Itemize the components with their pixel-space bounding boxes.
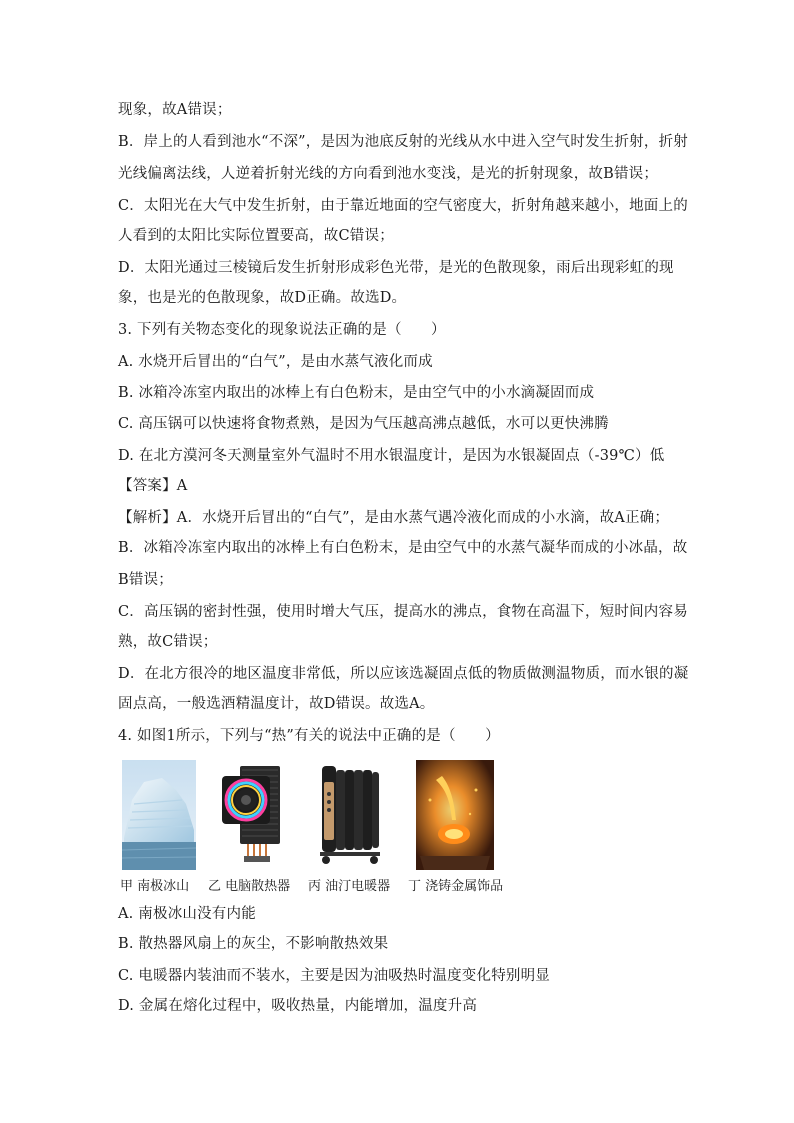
metal-casting-image [416,760,494,870]
answer-label: 【答案】A [118,478,188,494]
figure-caption-jia: 甲 南极冰山 [120,879,190,894]
question-4-stem: 4. 如图1所示，下列与“热”有关的说法中正确的是（ ） [118,728,500,744]
analysis-line: B错误； [118,572,173,588]
cpu-cooler-image [218,760,296,870]
text-line: 现象，故A错误； [118,102,232,118]
question-3-option-a: A. 水烧开后冒出的“白气”，是由水蒸气液化而成 [118,354,433,370]
text-line: 象，也是光的色散现象，故D正确。故选D。 [118,290,407,306]
question-3-option-b: B. 冰箱冷冻室内取出的冰棒上有白色粉末，是由空气中的小水滴凝固而成 [118,385,595,401]
analysis-line: C．高压锅的密封性强，使用时增大气压，提高水的沸点，食物在高温下，短时间内容易 [118,604,688,620]
question-4-option-a: A. 南极冰山没有内能 [118,906,256,922]
text-line: B．岸上的人看到池水“不深”，是因为池底反射的光线从水中进入空气时发生折射，折射 [118,134,688,150]
question-3-option-d: D. 在北方漠河冬天测量室外气温时不用水银温度计，是因为水银凝固点（-39℃）低 [118,448,665,464]
analysis-line: 固点高，一般选酒精温度计，故D错误。故选A。 [118,696,435,712]
oil-heater-image [318,760,382,870]
question-4-option-b: B. 散热器风扇上的灰尘，不影响散热效果 [118,936,389,952]
figure-caption-bing: 丙 油汀电暖器 [308,879,391,894]
text-line: 光线偏离法线，人逆着折射光线的方向看到池水变浅，是光的折射现象，故B错误； [118,166,659,182]
question-3-stem: 3. 下列有关物态变化的现象说法正确的是（ ） [118,322,446,338]
analysis-line: D．在北方很冷的地区温度非常低，所以应该选凝固点低的物质做测温物质，而水银的凝 [118,666,689,682]
analysis-line: 【解析】A．水烧开后冒出的“白气”，是由水蒸气遇冷液化而成的小水滴，故A正确； [118,510,670,526]
question-4-option-d: D. 金属在熔化过程中，吸收热量，内能增加，温度升高 [118,998,478,1014]
figure-caption-yi: 乙 电脑散热器 [208,879,291,894]
question-3-option-c: C. 高压锅可以快速将食物煮熟，是因为气压越高沸点越低，水可以更快沸腾 [118,416,609,432]
iceberg-image [122,760,196,870]
figure-caption-ding: 丁 浇铸金属饰品 [408,879,504,894]
text-line: D．太阳光通过三棱镜后发生折射形成彩色光带，是光的色散现象，雨后出现彩虹的现 [118,260,674,276]
analysis-line: B．冰箱冷冻室内取出的冰棒上有白色粉末，是由空气中的水蒸气凝华而成的小冰晶，故 [118,540,688,556]
text-line: 人看到的太阳比实际位置要高，故C错误； [118,228,394,244]
text-line: C．太阳光在大气中发生折射，由于靠近地面的空气密度大，折射角越来越小，地面上的 [118,198,688,214]
question-4-option-c: C. 电暖器内装油而不装水，主要是因为油吸热时温度变化特别明显 [118,968,550,984]
analysis-line: 熟，故C错误； [118,634,218,650]
